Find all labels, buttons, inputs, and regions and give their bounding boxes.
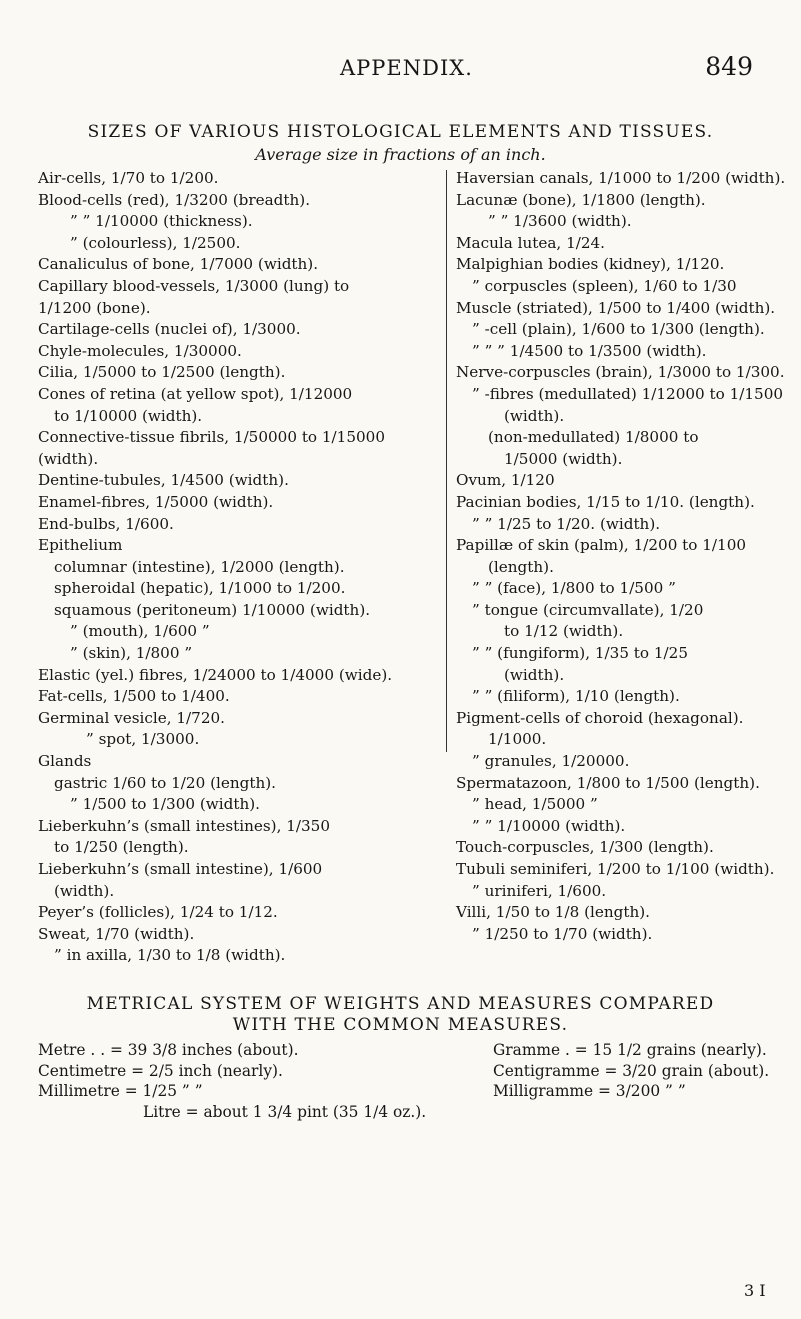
- metric-row: [38, 1081, 778, 1102]
- entry: ” in axilla, 1/30 to 1/8 (width).: [54, 946, 286, 965]
- entry: Villi, 1/50 to 1/8 (length).: [456, 903, 650, 922]
- entry: Blood-cells (red), 1/3200 (breadth).: [38, 190, 311, 209]
- entry: Ovum, 1/120: [456, 471, 555, 490]
- entry: ” ” ” 1/4500 to 1/3500 (width).: [472, 341, 707, 360]
- entry: Elastic (yel.) fibres, 1/24000 to 1/4000 (wide).: [38, 665, 393, 684]
- entry: Nerve-corpuscles (brain), 1/3000 to 1/300.: [456, 363, 785, 382]
- entry: Papillæ of skin (palm), 1/200 to 1/100: [456, 536, 747, 555]
- section-subheading: Average size in fractions of an inch.: [255, 145, 546, 164]
- entry: ” ” 1/10000 (width).: [472, 816, 626, 835]
- metric-length-unit: Millimetre = 1/25 ” ”: [38, 1082, 203, 1100]
- entry: Sweat, 1/70 (width).: [38, 924, 195, 943]
- left-column: [38, 168, 438, 967]
- entry: (width).: [504, 406, 565, 425]
- entry: ” tongue (circumvallate), 1/20: [472, 600, 704, 619]
- entry: columnar (intestine), 1/2000 (length).: [54, 557, 345, 576]
- entry: ” corpuscles (spleen), 1/60 to 1/30: [472, 276, 737, 295]
- signature-mark: 3 I: [744, 1281, 766, 1300]
- entry: ” ” 1/10000 (thickness).: [70, 212, 253, 231]
- metric-weight-unit: Centigramme = 3/20 grain (about).: [493, 1061, 770, 1080]
- metric-litre: Litre = about 1 3/4 pint (35 1/4 oz.).: [143, 1102, 427, 1121]
- entry: Canaliculus of bone, 1/7000 (width).: [38, 255, 319, 274]
- entry: Pigment-cells of choroid (hexagonal).: [456, 708, 744, 727]
- entry: Muscle (striated), 1/500 to 1/400 (width).: [456, 298, 776, 317]
- entry: ” head, 1/5000 ”: [472, 795, 598, 814]
- entry: Air-cells, 1/70 to 1/200.: [38, 169, 219, 187]
- metric-weight-unit: Gramme . = 15 1/2 grains (nearly).: [493, 1041, 767, 1059]
- entry: (non-medullated) 1/8000 to: [488, 428, 699, 447]
- entry: ” 1/250 to 1/70 (width).: [472, 924, 653, 943]
- metric-heading: METRICAL SYSTEM OF WEIGHTS AND MEASURES COMPARED: [86, 994, 715, 1014]
- entry: (width).: [504, 665, 565, 684]
- metric-table: [38, 1040, 778, 1122]
- entry: ” (colourless), 1/2500.: [70, 233, 241, 252]
- entry: Enamel-fibres, 1/5000 (width).: [38, 492, 274, 511]
- running-head: [0, 50, 801, 80]
- entry: Macula lutea, 1/24.: [456, 233, 606, 252]
- entry: ” (skin), 1/800 ”: [70, 644, 193, 663]
- entry: Lieberkuhn’s (small intestines), 1/350: [38, 816, 331, 835]
- entry: Germinal vesicle, 1/720.: [38, 708, 225, 727]
- entry: ” -cell (plain), 1/600 to 1/300 (length).: [472, 320, 765, 339]
- entry: ” -fibres (medullated) 1/12000 to 1/1500: [472, 384, 784, 403]
- right-column: [456, 168, 786, 945]
- entry: Lacunæ (bone), 1/1800 (length).: [456, 190, 706, 209]
- entry: Haversian canals, 1/1000 to 1/200 (width).: [456, 169, 786, 187]
- metric-heading-line-2: WITH THE COMMON MEASURES.: [232, 1015, 569, 1035]
- entry: squamous (peritoneum) 1/10000 (width).: [54, 600, 371, 619]
- entry: Glands: [38, 752, 92, 771]
- entry: Connective-tissue fibrils, 1/50000 to 1/15000: [38, 428, 385, 447]
- entry: ” ” (filiform), 1/10 (length).: [472, 687, 680, 706]
- entry: Chyle-molecules, 1/30000.: [38, 341, 242, 360]
- entry: ” (mouth), 1/600 ”: [70, 622, 210, 641]
- entry: ” spot, 1/3000.: [86, 730, 200, 749]
- entry: to 1/12 (width).: [504, 622, 624, 641]
- entry: Cilia, 1/5000 to 1/2500 (length).: [38, 363, 286, 382]
- entry: Pacinian bodies, 1/15 to 1/10. (length).: [456, 492, 755, 511]
- entry: (width).: [38, 449, 99, 468]
- entry: ” uriniferi, 1/600.: [472, 881, 607, 900]
- entry: Touch-corpuscles, 1/300 (length).: [456, 838, 714, 857]
- entry: Epithelium: [38, 536, 123, 555]
- metric-row: [38, 1040, 778, 1061]
- entry: 1/5000 (width).: [504, 449, 623, 468]
- entry: ” ” (face), 1/800 to 1/500 ”: [472, 579, 676, 598]
- page-number: 849: [705, 52, 753, 81]
- metric-weight-unit: Milligramme = 3/200 ” ”: [493, 1082, 686, 1100]
- entry: spheroidal (hepatic), 1/1000 to 1/200.: [54, 579, 346, 598]
- entry: 1/1000.: [488, 730, 547, 749]
- entry: Lieberkuhn’s (small intestine), 1/600: [38, 860, 323, 878]
- entry: 1/1200 (bone).: [38, 298, 151, 317]
- entry: ” ” 1/3600 (width).: [488, 212, 632, 231]
- entry: Malpighian bodies (kidney), 1/120.: [456, 255, 725, 274]
- metric-length-unit: Metre . . = 39 3/8 inches (about).: [38, 1041, 299, 1059]
- entry: Cones of retina (at yellow spot), 1/12000: [38, 384, 353, 403]
- entry: to 1/10000 (width).: [54, 406, 203, 425]
- entry: Peyer’s (follicles), 1/24 to 1/12.: [38, 903, 278, 922]
- entry: gastric 1/60 to 1/20 (length).: [54, 773, 276, 792]
- entry: Tubuli seminiferi, 1/200 to 1/100 (width).: [456, 860, 775, 878]
- entry: Capillary blood-vessels, 1/3000 (lung) to: [38, 276, 350, 295]
- metric-length-unit: Centimetre = 2/5 inch (nearly).: [38, 1061, 283, 1080]
- running-head-title: APPENDIX.: [340, 56, 473, 80]
- entry: Dentine-tubules, 1/4500 (width).: [38, 471, 289, 490]
- entry: ” ” 1/25 to 1/20. (width).: [472, 514, 661, 533]
- entry: Spermatazoon, 1/800 to 1/500 (length).: [456, 773, 760, 792]
- entry: (width).: [54, 881, 115, 900]
- entry: Cartilage-cells (nuclei of), 1/3000.: [38, 320, 301, 339]
- entry: ” granules, 1/20000.: [472, 752, 630, 771]
- metric-row: [38, 1061, 778, 1082]
- metric-row: [38, 1102, 778, 1123]
- entry: Fat-cells, 1/500 to 1/400.: [38, 687, 230, 706]
- entry: to 1/250 (length).: [54, 838, 189, 857]
- entry: ” ” (fungiform), 1/35 to 1/25: [472, 644, 688, 663]
- column-divider: [446, 170, 447, 752]
- entry: ” 1/500 to 1/300 (width).: [70, 795, 260, 814]
- entry: (length).: [488, 557, 554, 576]
- section-heading: SIZES OF VARIOUS HISTOLOGICAL ELEMENTS AND TISSUES.: [87, 122, 714, 142]
- entry: End-bulbs, 1/600.: [38, 514, 174, 533]
